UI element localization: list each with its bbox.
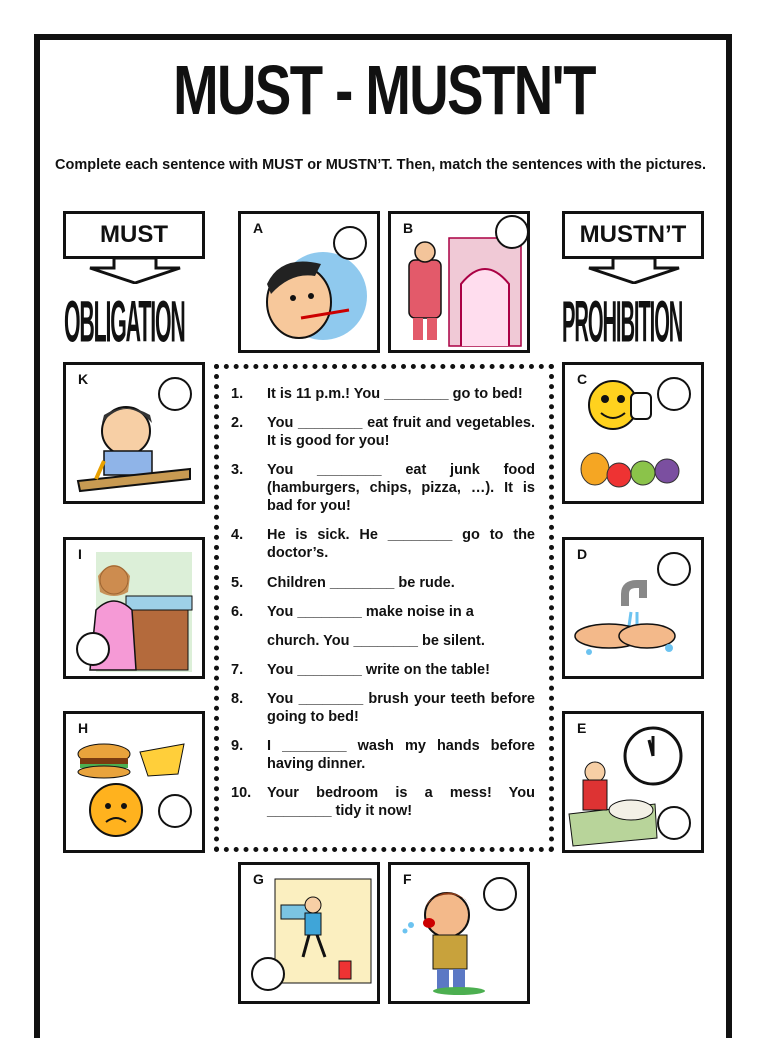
picture-letter: I bbox=[78, 546, 82, 562]
picture-letter: K bbox=[78, 371, 89, 387]
sentence bbox=[231, 574, 535, 592]
answer-circle[interactable] bbox=[251, 957, 285, 991]
picture-letter: B bbox=[403, 220, 414, 236]
down-arrow-icon bbox=[88, 258, 182, 284]
sentence-number: 5. bbox=[231, 575, 244, 591]
sentence bbox=[231, 632, 535, 650]
must-label: MUST bbox=[63, 211, 205, 259]
junk-food-angry-icon bbox=[66, 714, 202, 850]
answer-circle[interactable] bbox=[76, 632, 110, 666]
sentence-text: You ________ make noise in a bbox=[267, 604, 474, 620]
answer-circle[interactable] bbox=[495, 215, 529, 249]
picture-h[interactable] bbox=[63, 711, 205, 853]
picture-letter: F bbox=[403, 871, 412, 887]
picture-letter: G bbox=[253, 871, 264, 887]
picture-letter: C bbox=[577, 371, 588, 387]
sentences-box bbox=[214, 364, 554, 852]
answer-circle[interactable] bbox=[333, 226, 367, 260]
sentence-number: 1. bbox=[231, 386, 244, 402]
sentence-text: church. You ________ be silent. bbox=[267, 633, 485, 649]
sentence-number: 4. bbox=[231, 527, 244, 543]
sentence-text: I ________ wash my hands before having dinner. bbox=[267, 738, 535, 772]
sentence bbox=[231, 661, 535, 679]
answer-circle[interactable] bbox=[158, 377, 192, 411]
picture-letter: D bbox=[577, 546, 588, 562]
picture-letter: A bbox=[253, 220, 264, 236]
picture-c[interactable] bbox=[562, 362, 704, 504]
picture-a[interactable] bbox=[238, 211, 380, 353]
sentence-text: It is 11 p.m.! You ________ go to bed! bbox=[267, 386, 523, 402]
worksheet-title: MUST - MUSTN'T bbox=[173, 51, 595, 129]
answer-circle[interactable] bbox=[657, 552, 691, 586]
mustnt-label: MUSTN’T bbox=[562, 211, 704, 259]
sentence-number: 9. bbox=[231, 738, 244, 754]
picture-d[interactable] bbox=[562, 537, 704, 679]
picture-letter: H bbox=[78, 720, 89, 736]
sentence bbox=[231, 385, 535, 403]
answer-circle[interactable] bbox=[158, 794, 192, 828]
picture-f[interactable] bbox=[388, 862, 530, 1004]
answer-circle[interactable] bbox=[483, 877, 517, 911]
sentence-text: Your bedroom is a mess! You ________ tidy it now! bbox=[267, 785, 535, 819]
sentence bbox=[231, 737, 535, 773]
picture-i[interactable] bbox=[63, 537, 205, 679]
sentence bbox=[231, 690, 535, 726]
sentence-number: 7. bbox=[231, 662, 244, 678]
picture-k[interactable] bbox=[63, 362, 205, 504]
picture-e[interactable] bbox=[562, 711, 704, 853]
prohibition-word: PROHIBITION bbox=[562, 287, 683, 355]
sentence-number: 10. bbox=[231, 785, 252, 801]
down-arrow-icon bbox=[587, 258, 681, 284]
answer-circle[interactable] bbox=[657, 377, 691, 411]
sentence-text: You ________ brush your teeth before going to bed! bbox=[267, 691, 535, 725]
sentence bbox=[231, 526, 535, 562]
picture-g[interactable] bbox=[238, 862, 380, 1004]
sentence-text: He is sick. He ________ go to the doctor’s. bbox=[267, 527, 535, 561]
sentence bbox=[231, 414, 535, 450]
sentence-text: You ________ eat fruit and vegetables. It is good for you! bbox=[267, 415, 535, 449]
sentence-number: 3. bbox=[231, 462, 244, 478]
picture-letter: E bbox=[577, 720, 587, 736]
sentence bbox=[231, 784, 535, 820]
instructions: Complete each sentence with MUST or MUSTN’T. Then, match the sentences with the pictures. bbox=[55, 157, 707, 173]
sentence-text: You ________ eat junk food (hamburgers, chips, pizza, …). It is bad for you! bbox=[267, 462, 535, 514]
sentence bbox=[231, 461, 535, 515]
sentence-number bbox=[231, 632, 267, 650]
sentence-number: 8. bbox=[231, 691, 244, 707]
sentence bbox=[231, 603, 535, 621]
obligation-word: OBLIGATION bbox=[64, 287, 185, 355]
answer-circle[interactable] bbox=[657, 806, 691, 840]
sentence-number: 6. bbox=[231, 604, 244, 620]
sentence-text: Children ________ be rude. bbox=[267, 575, 455, 591]
sentence-text: You ________ write on the table! bbox=[267, 662, 490, 678]
picture-b[interactable] bbox=[388, 211, 530, 353]
sentence-number: 2. bbox=[231, 415, 244, 431]
